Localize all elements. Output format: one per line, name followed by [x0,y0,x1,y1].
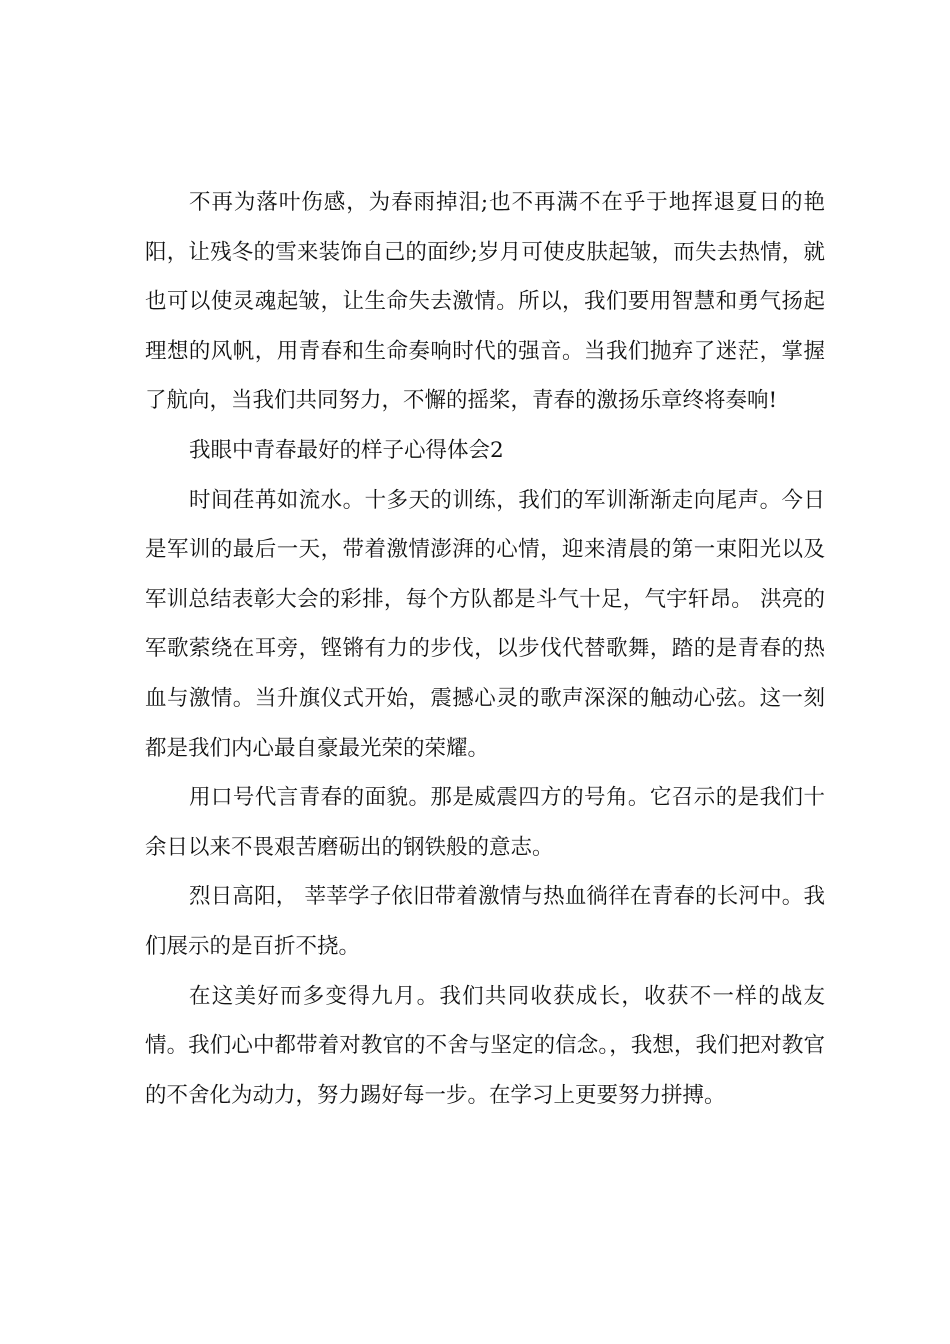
paragraph-september: 在这美好而多变得九月。我们共同收获成长，收获不一样的战友情。我们心中都带着对教官的不舍与坚定的信念。，我想，我们把对教官的不舍化为动力，努力踢好每一步。在学习上更要努力拼搏。 [145,983,825,1108]
section-heading: 我眼中青春最好的样子心得体会2 [189,437,504,463]
document-page [145,178,825,1120]
paragraph-youth-passion: 不再为落叶伤感，为春雨掉泪;也不再满不在乎于地挥退夏日的艳阳，让残冬的雪来装饰自己的面纱;岁月可使皮肤起皱，而失去热情，就也可以使灵魂起皱，让生命失去激情。所以，我们要用智慧和勇气扬起理想的风帆，用青春和生命奏响时代的强音。当我们抛弃了迷茫，掌握了航向，当我们共同努力，不懈的摇桨，青春的激扬乐章终将奏响! [145,190,825,414]
paragraph-slogan: 用口号代言青春的面貌。那是威震四方的号角。它召示的是我们十余日以来不畏艰苦磨砺出的钢铁般的意志。 [145,785,825,860]
paragraph-military-training: 时间荏苒如流水。十多天的训练，我们的军训渐渐走向尾声。今日是军训的最后一天，带着激情澎湃的心情，迎来清晨的第一束阳光以及军训总结表彰大会的彩排，每个方队都是斗气十足，气宇轩昂。 洪亮的军歌萦绕在耳旁，铿锵有力的步伐，以步伐代替歌舞，踏的是青春的热血与激情。当升旗仪式开始，震撼心灵的歌声深深的触动心弦。这一刻都是我们内心最自豪最光荣的荣耀。 [145,487,825,761]
paragraph-scorching-sun: 烈日高阳， 莘莘学子依旧带着激情与热血徜徉在青春的长河中。我们展示的是百折不挠。 [145,884,825,959]
